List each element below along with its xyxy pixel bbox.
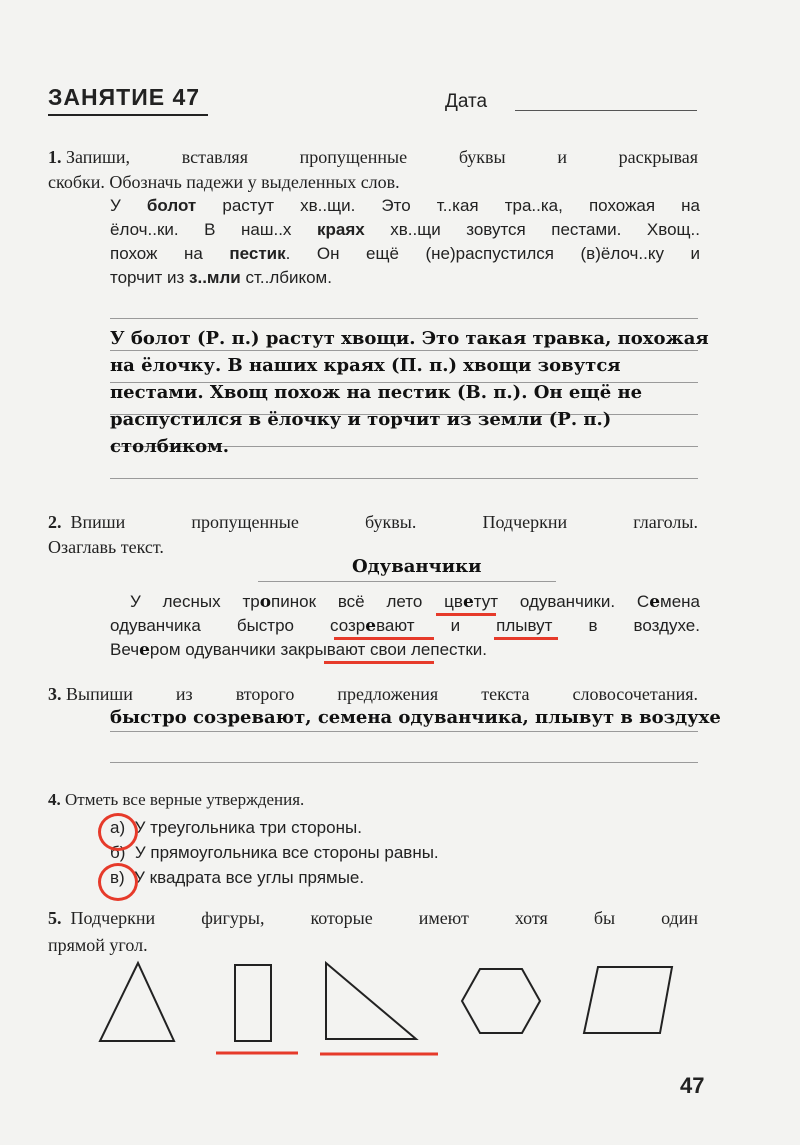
verb-underline-zakryvayut [324,661,434,664]
option-b[interactable]: б) У прямоугольника все стороны равны. [110,843,439,862]
selected-circle-v [98,863,138,901]
task1-text: У болот растут хв..щи. Это т..кая тра..ка, похожая на ёлоч..ки. В наш..х краях хв..щи зовутся пестами. Хвощ.. похож на пестик. Он ещё (не)распустился (в)ёлоч..ку и торчит из з..мли ст..лбиком. [110,196,700,287]
parallelogram-figure[interactable] [584,967,672,1033]
verb-underline-tsvetut [436,613,496,616]
task2-instruction: 2. Впиши пропущенные буквы. Подчеркни глаголы. Озаглавь текст. [48,512,698,557]
writing-line [110,762,698,763]
option-a[interactable]: а) У треугольника три стороны. [110,818,362,837]
verb-underline-sozrevayut [334,637,434,640]
title-line [258,581,556,582]
task2-text: У лесных тропинок всё лето цветут одуванчики. Семена одуванчика быстро созревают и плывут в воздухе. Вечером одуванчики закрывают свои лепестки. [110,592,701,660]
task1-answer: У болот (Р. п.) растут хвощи. Это такая травка, похожая на ёлочку. В наших краях (П. п.) хвощи зовутся пестами. Хвощ похож на пестик (В. п.). Он ещё не распустился в ёлочку и торчит из земли (Р. п.) столбиком. [110,328,709,457]
title-underline [48,114,208,116]
task3-instruction: 3. Выпиши из второго предложения текста словосочетания. [48,682,698,707]
task4-options [110,815,439,890]
figures [90,955,690,1065]
triangle-figure[interactable] [100,963,174,1041]
date-field-line[interactable] [515,110,697,111]
option-v[interactable]: в) У квадрата все углы прямые. [110,868,365,887]
rectangle-figure[interactable] [235,965,271,1041]
writing-line [110,318,698,319]
date-label: Дата [445,91,488,112]
task4-instruction: 4. Отметь все верные утверждения. [48,790,305,809]
hexagon-figure[interactable] [462,969,540,1033]
task1-instruction: 1. Запиши, вставляя пропущенные буквы и раскрывая скобки. Обозначь падежи у выделенных слов. [48,147,698,192]
writing-line [110,731,698,732]
task4-number: 4. [48,790,61,809]
task3-number: 3. [48,684,62,704]
right-triangle-figure[interactable] [326,963,416,1039]
lesson-title: ЗАНЯТИЕ 47 [48,84,201,110]
task2-number: 2. [48,512,62,532]
task3-answer: быстро созревают, семена одуванчика, плывут в воздухе [110,707,721,728]
task5-instruction: 5. Подчеркни фигуры, которые имеют хотя бы один прямой угол. [48,905,698,959]
task2-title-answer: Одуванчики [352,556,482,577]
writing-line [110,478,698,479]
selected-circle-a [98,813,138,851]
verb-underline-plyvut [494,637,558,640]
task1-number: 1. [48,147,62,167]
task5-number: 5. [48,908,62,928]
page-number: 47 [680,1073,705,1098]
